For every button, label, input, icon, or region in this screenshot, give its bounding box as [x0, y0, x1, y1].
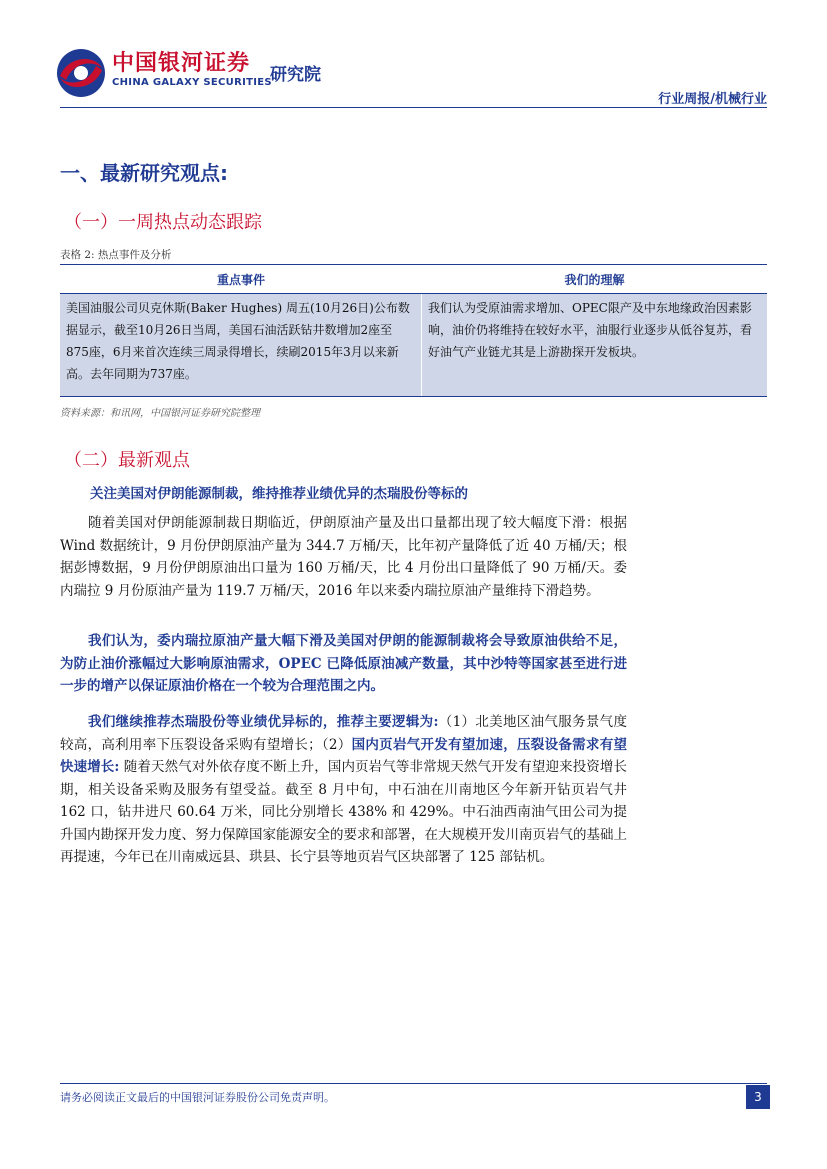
footer-disclaimer: 请务必阅读正文最后的中国银河证券股份公司免责声明。	[60, 1091, 335, 1104]
subsection-title-latest-views: （二）最新观点	[64, 450, 190, 471]
table-header-row	[60, 264, 767, 294]
table-source: 资料来源：和讯网，中国银河证券研究院整理	[60, 408, 260, 419]
footer-divider	[60, 1083, 767, 1084]
page-number: 3	[746, 1085, 770, 1109]
recommendation-highlight: 国内页岩气开发有望加速，压裂设备需求有望快速增长:	[60, 736, 627, 775]
table-header-understanding: 我们的理解	[564, 272, 625, 287]
hotspot-table	[60, 264, 767, 397]
logo-institute: 研究院	[270, 65, 321, 85]
paragraph-opec-view: 我们认为，委内瑞拉原油产量大幅下滑及美国对伊朗的能源制裁将会导致原油供给不足，为防止油价涨幅过大影响原油需求，OPEC 已降低原油减产数量，其中沙特等国家甚至进行进一步的增产以保证原油价格在一个较为合理范围之内。	[60, 633, 627, 694]
logo-chinese-name: 中国银河证券	[112, 51, 251, 76]
subsection-title-hotspots: （一）一周热点动态跟踪	[64, 212, 262, 233]
company-logo	[54, 44, 354, 106]
table-row	[60, 294, 767, 397]
paragraph-recommendation	[60, 711, 627, 869]
report-type: 行业周报/机械行业	[658, 92, 767, 107]
recommendation-lead: 我们继续推荐杰瑞股份等业绩优异标的，推荐主要逻辑为:	[88, 714, 439, 730]
recommendation-text-2: 随着天然气对外依存度不断上升，国内页岩气等非常规天然气开发有望迎来投资增长期，相关设备采购及服务有望受益。截至 8 月中旬，中石油在川南地区今年新开钻页岩气井 162 口，钻井进尺 60.64 万米，同比分别增长 438% 和 429%。中石油西南油气田公司为提升国内勘探开发力度、努力保障国家能源安全的要求和部署，在大规模开发川南页岩气的基础上再提速，今年已在川南威远县、珙县、长宁县等地页岩气区块部署了 125 部钻机。	[60, 759, 628, 865]
view-headline: 关注美国对伊朗能源制裁，维持推荐业绩优异的杰瑞股份等标的	[90, 486, 468, 502]
paragraph-iran-production: 随着美国对伊朗能源制裁日期临近，伊朗原油产量及出口量都出现了较大幅度下滑：根据 Wind 数据统计，9 月份伊朗原油产量为 344.7 万桶/天，比年初产量降低了近 40 万桶/天；根据彭博数据，9 月份伊朗原油出口量为 160 万桶/天，比 4 月份出口量降低了 90 万桶/天。委内瑞拉 9 月份原油产量为 119.7 万桶/天，2016 年以来委内瑞拉原油产量维持下滑趋势。	[60, 515, 627, 599]
table-header-event: 重点事件	[216, 272, 265, 287]
table-cell-understanding: 我们认为受原油需求增加、OPEC限产及中东地缘政治因素影响，油价仍将维持在较好水平，油服行业逐步从低谷复苏，看好油气产业链尤其是上游勘探开发板块。	[428, 301, 753, 359]
header-divider	[60, 107, 767, 108]
section-title: 一、最新研究观点:	[60, 161, 228, 185]
recommendation-text-1: （1）北美地区油气服务景气度较高，高利用率下压裂设备采购有望增长；（2）	[60, 714, 628, 753]
table-caption: 表格 2: 热点事件及分析	[60, 249, 172, 261]
galaxy-logo-icon	[54, 46, 108, 100]
logo-english-name: CHINA GALAXY SECURITIES	[112, 77, 272, 88]
table-cell-event: 美国油服公司贝克休斯(Baker Hughes) 周五(10月26日)公布数据显示，截至10月26日当周，美国石油活跃钻井数增加2座至875座，6月来首次连续三周录得增长，续刷2015年3月以来新高。去年同期为737座。	[60, 294, 422, 396]
